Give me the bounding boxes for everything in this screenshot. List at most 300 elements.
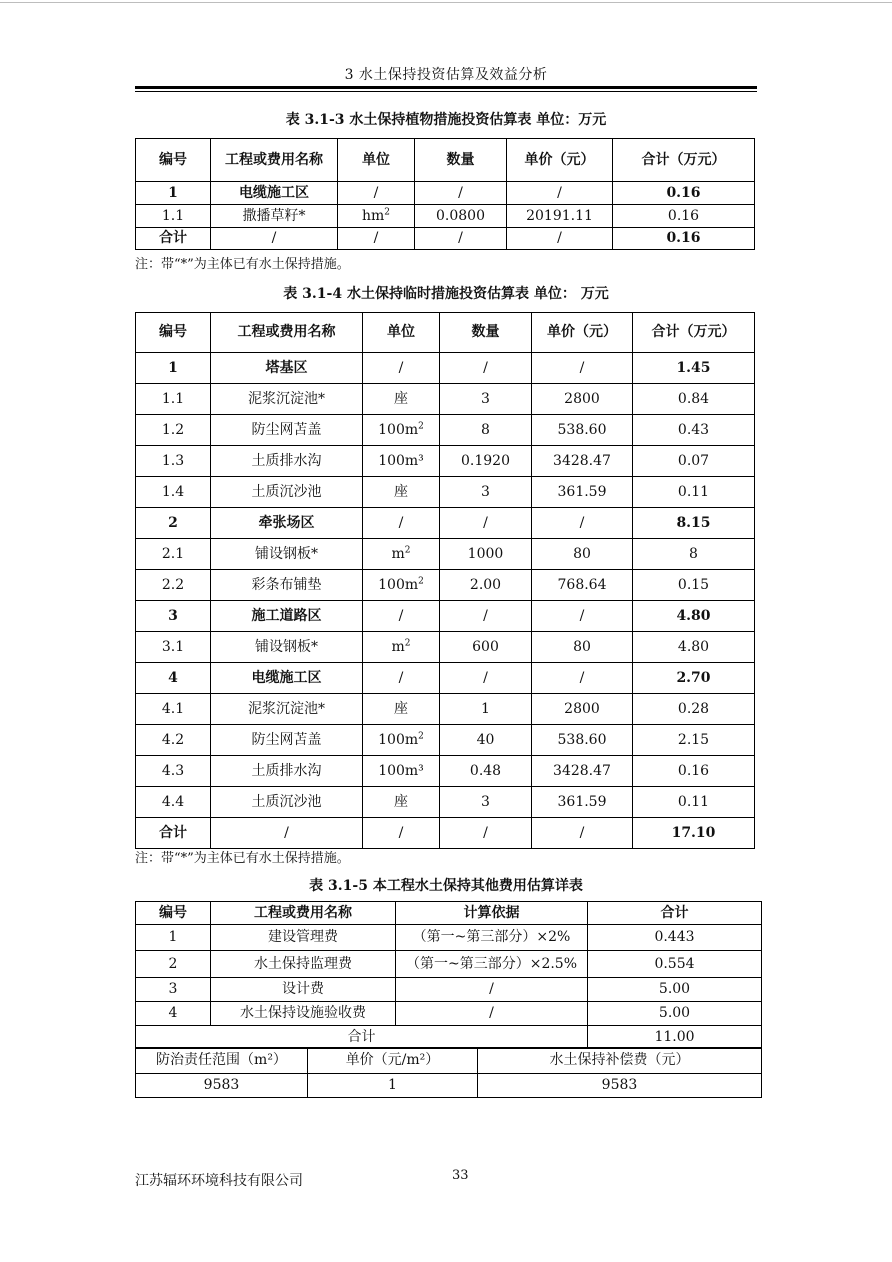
item-name — [211, 756, 363, 787]
table-314-body — [136, 313, 755, 849]
row-number — [136, 663, 211, 694]
table-row — [136, 446, 755, 477]
compensation-fee-table — [135, 1047, 762, 1098]
column-header-text: 工程或费用名称 — [254, 904, 352, 921]
unit-text: / — [398, 359, 404, 376]
unit-price-text: 3428.47 — [553, 762, 611, 779]
unit-price — [507, 182, 613, 205]
calculation-basis-text: / — [489, 1005, 494, 1021]
row-number-text: 4.3 — [161, 762, 185, 779]
unit-text: 座 — [394, 390, 408, 407]
item-name-text: 牵张场区 — [258, 514, 315, 531]
column-header-text: 工程或费用名称 — [225, 151, 323, 168]
table-row — [136, 1002, 762, 1026]
unit-text: 座 — [394, 793, 408, 810]
unit — [363, 694, 440, 725]
row-total — [633, 663, 755, 694]
row-number-text: 4.2 — [161, 731, 185, 748]
row-number-text: 4 — [168, 669, 178, 686]
item-name — [211, 787, 363, 818]
row-number-text: 2 — [168, 955, 178, 972]
header-rule-thin — [135, 91, 757, 92]
unit-text: 100m — [378, 421, 419, 438]
unit-text: / — [398, 514, 404, 531]
unit-price-text: / — [557, 230, 562, 246]
quantity — [440, 570, 532, 601]
unit-price — [532, 353, 633, 384]
unit-text: 座 — [394, 483, 408, 500]
item-name — [211, 353, 363, 384]
unit-price — [532, 756, 633, 787]
compensation-value-row — [136, 1074, 762, 1098]
item-name-text: 土质排水沟 — [251, 762, 322, 779]
row-number — [136, 632, 211, 663]
unit-superscript: 2 — [418, 730, 424, 741]
column-header — [613, 139, 755, 182]
row-number — [136, 353, 211, 384]
row-total-text: 8.15 — [676, 514, 711, 531]
quantity-text: 1 — [481, 700, 490, 717]
unit-text: m — [391, 545, 405, 562]
item-name-text: 建设管理费 — [268, 929, 338, 945]
item-name — [211, 925, 396, 951]
row-number-text: 2.1 — [161, 545, 185, 562]
item-name — [211, 663, 363, 694]
plant-measures-table — [135, 138, 755, 250]
table-row — [136, 477, 755, 508]
unit-price-text: 538.60 — [557, 731, 607, 748]
sum-row — [136, 1026, 762, 1049]
column-header — [136, 139, 211, 182]
item-name — [211, 384, 363, 415]
unit-price — [532, 787, 633, 818]
unit-price — [507, 228, 613, 250]
quantity-text: / — [483, 824, 488, 841]
quantity — [440, 415, 532, 446]
table-row — [136, 182, 755, 205]
unit-price — [532, 632, 633, 663]
unit — [338, 205, 415, 228]
footer-company: 江苏辐环环境科技有限公司 — [135, 1173, 303, 1189]
quantity — [440, 818, 532, 849]
column-header — [136, 313, 211, 353]
unit-text: / — [398, 669, 404, 686]
table-header-row — [136, 902, 762, 925]
table-row — [136, 570, 755, 601]
item-name-text: 塔基区 — [265, 359, 308, 376]
quantity-text: 0.1920 — [461, 452, 510, 469]
row-total-text: 4.80 — [677, 638, 710, 655]
unit — [363, 477, 440, 508]
quantity — [415, 205, 507, 228]
quantity — [415, 182, 507, 205]
row-number-text: 1 — [168, 929, 178, 945]
item-name — [211, 1002, 396, 1026]
item-name-text: 土质沉沙池 — [251, 793, 322, 810]
row-number-text: 4.1 — [161, 700, 185, 717]
row-number-text: 3 — [168, 981, 178, 997]
table-313-body — [136, 139, 755, 250]
row-number-text: 1 — [168, 359, 178, 376]
column-header — [136, 902, 211, 925]
column-header-text: 单价（元） — [547, 324, 617, 340]
unit-text: m — [391, 638, 405, 655]
quantity — [440, 756, 532, 787]
row-number — [136, 205, 211, 228]
table-row — [136, 539, 755, 570]
item-name-text: / — [271, 230, 277, 246]
row-total-text: 0.16 — [666, 230, 701, 246]
row-number — [136, 415, 211, 446]
unit-text: / — [373, 230, 379, 246]
column-header-text: 单位 — [387, 324, 415, 340]
column-header-text: 合计 — [660, 904, 689, 921]
item-name-text: 泥浆沉淀池* — [248, 700, 325, 717]
unit-text: 100m — [378, 576, 419, 593]
table-314-note: 注：带“*”为主体已有水土保持措施。 — [135, 851, 350, 866]
calculation-basis — [396, 978, 588, 1002]
row-number — [136, 694, 211, 725]
unit — [363, 384, 440, 415]
row-total — [633, 756, 755, 787]
item-name-text: 防尘网苫盖 — [251, 731, 322, 748]
item-name-text: 电缆施工区 — [239, 184, 309, 201]
unit-price-text: / — [579, 359, 585, 376]
unit-superscript: 2 — [404, 637, 411, 648]
table-row — [136, 694, 755, 725]
row-number-text: 1.3 — [161, 452, 185, 469]
table-row — [136, 818, 755, 849]
unit-text: / — [398, 607, 404, 624]
row-total — [633, 601, 755, 632]
column-header — [211, 139, 338, 182]
quantity-text: / — [483, 514, 488, 531]
unit-price-text: 538.60 — [557, 421, 607, 438]
unit-price-text: 2800 — [564, 700, 600, 717]
quantity-text: / — [458, 184, 463, 201]
unit-price — [532, 539, 633, 570]
item-name-text: 设计费 — [282, 981, 324, 997]
quantity-text: 2.00 — [469, 576, 502, 593]
row-total-text: 0.28 — [677, 700, 710, 717]
unit-price-text: / — [579, 824, 585, 841]
quantity — [440, 694, 532, 725]
row-total-text: 0.84 — [677, 390, 710, 407]
column-header-text: 单位 — [362, 151, 390, 168]
table-row — [136, 415, 755, 446]
column-header — [415, 139, 507, 182]
table-row — [136, 725, 755, 756]
table-313-caption: 表 3.1-3 水土保持植物措施投资估算表 单位：万元 — [285, 112, 607, 128]
calculation-basis — [396, 925, 588, 951]
row-total-text: 8 — [689, 545, 698, 562]
unit — [363, 725, 440, 756]
row-total — [613, 205, 755, 228]
unit-superscript: 2 — [404, 544, 411, 555]
table-313-note: 注：带“*”为主体已有水土保持措施。 — [135, 257, 350, 272]
row-total — [633, 787, 755, 818]
area-value: 9583 — [136, 1074, 308, 1098]
row-number — [136, 570, 211, 601]
row-total-text: 4.80 — [676, 607, 711, 624]
table-row — [136, 978, 762, 1002]
table-header-row — [136, 313, 755, 353]
row-number — [136, 182, 211, 205]
table-row — [136, 925, 762, 951]
row-number-text: 4 — [168, 1005, 178, 1021]
unit-price-text: 361.59 — [557, 483, 607, 500]
table-row — [136, 951, 762, 978]
row-total-text: 2.70 — [676, 669, 711, 686]
unit-text: 100m³ — [378, 762, 424, 779]
row-total — [613, 182, 755, 205]
column-header-text: 计算依据 — [463, 904, 520, 921]
unit-price-text: 3428.47 — [553, 452, 611, 469]
unit — [363, 353, 440, 384]
item-name — [211, 601, 363, 632]
quantity — [440, 787, 532, 818]
unit-superscript: 2 — [418, 420, 424, 431]
column-header-text: 数量 — [446, 151, 475, 168]
row-number-text: 4.4 — [161, 793, 185, 810]
table-315-caption: 表 3.1-5 本工程水土保持其他费用估算详表 — [309, 878, 583, 894]
area-header: 防治责任范围（m²） — [136, 1048, 308, 1074]
quantity-text: 0.48 — [469, 762, 502, 779]
item-name — [211, 446, 363, 477]
row-number — [136, 228, 211, 250]
unit-price-header: 单价（元/m²） — [308, 1048, 478, 1074]
unit-text: 座 — [394, 700, 408, 717]
unit-price-value: 1 — [308, 1074, 478, 1098]
row-number — [136, 446, 211, 477]
unit-superscript: 2 — [418, 575, 424, 586]
row-total — [613, 228, 755, 250]
item-name-text: 电缆施工区 — [251, 669, 322, 686]
unit-price-text: 80 — [573, 638, 591, 655]
calculation-basis-text: / — [489, 981, 494, 997]
unit-text: 100m³ — [378, 452, 424, 469]
sum-value-text: 11.00 — [654, 1028, 695, 1045]
column-header-text: 编号 — [159, 904, 187, 921]
unit — [363, 601, 440, 632]
item-name-text: 水土保持监理费 — [254, 955, 352, 972]
calculation-basis-text: （第一~第三部分）×2.5% — [405, 955, 578, 972]
quantity-text: 600 — [472, 638, 499, 655]
unit — [363, 818, 440, 849]
row-number — [136, 1002, 211, 1026]
unit — [363, 663, 440, 694]
column-header — [338, 139, 415, 182]
row-number-text: 1.4 — [161, 483, 185, 500]
unit-price — [532, 570, 633, 601]
column-header-text: 合计（万元） — [641, 151, 726, 168]
item-name — [211, 415, 363, 446]
quantity — [440, 508, 532, 539]
unit-text: / — [373, 184, 379, 201]
calculation-basis-text: （第一~第三部分）×2% — [412, 929, 571, 945]
row-number-text: 合计 — [159, 230, 187, 246]
quantity-text: 3 — [481, 390, 490, 407]
column-header — [211, 313, 363, 353]
unit — [363, 570, 440, 601]
column-header — [633, 313, 755, 353]
unit-text: 100m — [378, 731, 419, 748]
unit — [363, 632, 440, 663]
row-number-text: 2 — [168, 514, 178, 531]
quantity-text: 3 — [481, 793, 490, 810]
unit-superscript: 2 — [384, 206, 391, 217]
item-name-text: 彩条布铺垫 — [251, 576, 322, 593]
row-total-text: 5.00 — [658, 1005, 691, 1021]
row-total-text: 0.11 — [677, 793, 710, 810]
calculation-basis — [396, 951, 588, 978]
row-number — [136, 978, 211, 1002]
row-number — [136, 951, 211, 978]
unit-price-text: 20191.11 — [526, 207, 593, 224]
column-header-text: 合计（万元） — [651, 324, 736, 340]
unit-price — [532, 601, 633, 632]
quantity-text: / — [483, 359, 488, 376]
unit — [338, 182, 415, 205]
item-name — [211, 694, 363, 725]
unit-price-text: 361.59 — [557, 793, 607, 810]
quantity-text: 1000 — [467, 545, 504, 562]
table-row — [136, 228, 755, 250]
quantity-text: 3 — [481, 483, 490, 500]
unit-price — [507, 205, 613, 228]
item-name — [211, 228, 338, 250]
row-total — [633, 570, 755, 601]
unit-price — [532, 508, 633, 539]
row-total-text: 17.10 — [671, 824, 716, 841]
row-number — [136, 725, 211, 756]
item-name — [211, 477, 363, 508]
row-total — [633, 384, 755, 415]
quantity-text: / — [483, 607, 488, 624]
quantity — [415, 228, 507, 250]
sum-value — [588, 1026, 762, 1049]
item-name — [211, 951, 396, 978]
unit-price-text: / — [557, 184, 562, 201]
page-number: 33 — [452, 1168, 469, 1183]
item-name-text: 土质排水沟 — [251, 452, 322, 469]
item-name — [211, 539, 363, 570]
row-number-text: 合计 — [159, 824, 187, 841]
row-number — [136, 756, 211, 787]
unit — [363, 415, 440, 446]
table-row — [136, 663, 755, 694]
unit-price — [532, 725, 633, 756]
quantity — [440, 663, 532, 694]
row-total — [633, 725, 755, 756]
unit-price-text: 2800 — [564, 390, 600, 407]
row-number-text: 1.1 — [161, 390, 185, 407]
column-header — [440, 313, 532, 353]
row-total-text: 0.16 — [666, 184, 701, 201]
row-number — [136, 477, 211, 508]
unit — [363, 787, 440, 818]
unit-price — [532, 446, 633, 477]
quantity-text: / — [458, 230, 463, 246]
column-header — [211, 902, 396, 925]
unit-price — [532, 415, 633, 446]
quantity — [440, 477, 532, 508]
quantity — [440, 353, 532, 384]
column-header-text: 工程或费用名称 — [237, 324, 336, 340]
unit — [363, 446, 440, 477]
row-total — [633, 632, 755, 663]
unit-price — [532, 477, 633, 508]
row-number-text: 2.2 — [161, 576, 185, 593]
item-name — [211, 978, 396, 1002]
column-header — [396, 902, 588, 925]
sum-label-text: 合计 — [347, 1028, 376, 1045]
unit-price — [532, 818, 633, 849]
item-name — [211, 182, 338, 205]
unit-price — [532, 663, 633, 694]
unit-text: / — [398, 824, 404, 841]
row-total-text: 0.07 — [677, 452, 710, 469]
row-number-text: 3.1 — [161, 638, 185, 655]
row-number-text: 1.2 — [161, 421, 185, 438]
table-315-body — [136, 902, 762, 1049]
row-total — [633, 539, 755, 570]
table-row — [136, 601, 755, 632]
item-name-text: 水土保持设施验收费 — [240, 1005, 366, 1021]
unit-price-text: / — [579, 514, 585, 531]
column-header — [507, 139, 613, 182]
row-total-text: 0.554 — [654, 955, 695, 972]
quantity — [440, 539, 532, 570]
column-header-text: 数量 — [471, 324, 500, 340]
table-row — [136, 205, 755, 228]
item-name-text: 铺设钢板* — [255, 545, 318, 562]
compensation-header-row — [136, 1048, 762, 1074]
row-total — [633, 694, 755, 725]
row-total — [633, 415, 755, 446]
row-number-text: 1.1 — [161, 207, 185, 224]
page-top-border — [0, 2, 892, 3]
row-total-text: 0.11 — [677, 483, 710, 500]
header-rule — [135, 86, 757, 89]
row-number — [136, 787, 211, 818]
item-name — [211, 818, 363, 849]
row-total — [588, 1002, 762, 1026]
item-name — [211, 725, 363, 756]
row-total-text: 0.16 — [677, 762, 710, 779]
column-header-text: 编号 — [159, 151, 187, 168]
unit — [363, 756, 440, 787]
row-total-text: 1.45 — [676, 359, 711, 376]
row-number — [136, 508, 211, 539]
table-row — [136, 384, 755, 415]
calculation-basis — [396, 1002, 588, 1026]
row-number — [136, 384, 211, 415]
compensation-fee-header: 水土保持补偿费（元） — [478, 1048, 762, 1074]
item-name — [211, 632, 363, 663]
unit — [363, 539, 440, 570]
item-name — [211, 508, 363, 539]
row-total — [633, 446, 755, 477]
unit — [338, 228, 415, 250]
row-number — [136, 539, 211, 570]
table-314-caption: 表 3.1-4 水土保持临时措施投资估算表 单位： 万元 — [283, 286, 609, 302]
table-row — [136, 353, 755, 384]
unit — [363, 508, 440, 539]
unit-price — [532, 384, 633, 415]
row-number — [136, 925, 211, 951]
quantity — [440, 446, 532, 477]
